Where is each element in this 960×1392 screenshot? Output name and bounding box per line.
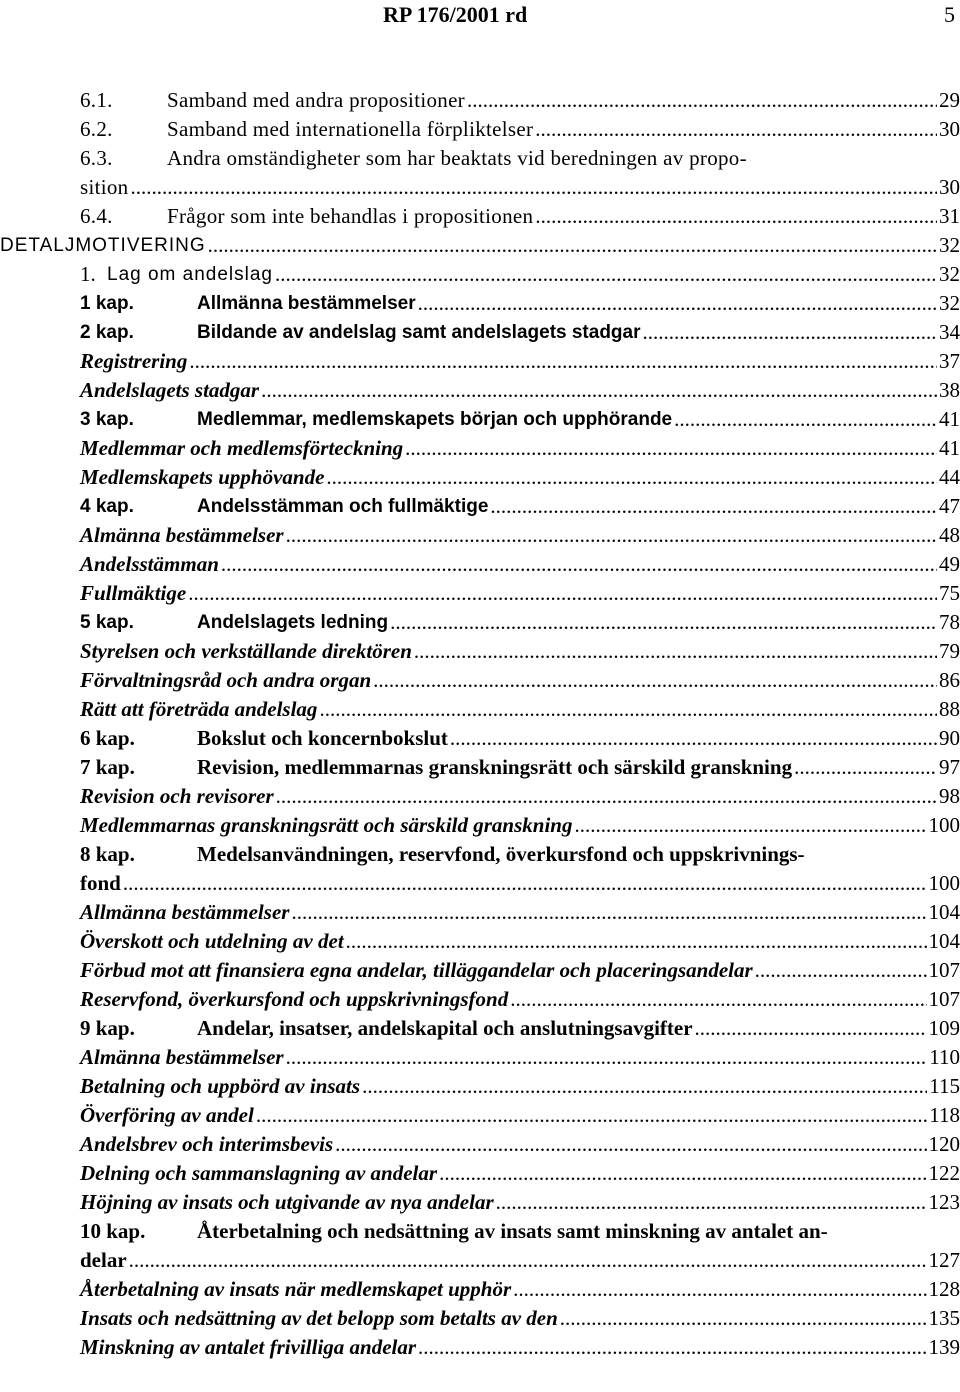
toc-entry <box>80 1217 960 1246</box>
toc-entry <box>80 463 960 492</box>
toc-entry <box>80 347 960 376</box>
toc-entry <box>80 289 960 318</box>
toc-entry-label: DETALJMOTIVERING <box>0 235 206 256</box>
toc-entry-number: 4 kap. <box>80 496 134 517</box>
toc-leader-dots <box>467 86 937 115</box>
toc-entry-page: 100 <box>928 871 960 895</box>
toc-entry-label: Frågor som inte behandlas i propositionen <box>167 204 534 228</box>
toc-entry-page: 100 <box>928 813 960 837</box>
toc-leader-dots <box>405 434 937 463</box>
toc-entry-page: 75 <box>939 581 960 605</box>
toc-leader-dots <box>450 724 937 753</box>
toc-leader-dots <box>362 1072 927 1101</box>
toc-leader-dots <box>208 231 937 260</box>
toc-entry-number: 6 kap. <box>80 726 135 750</box>
toc-leader-dots <box>286 521 937 550</box>
toc-leader-dots <box>326 463 937 492</box>
toc-entry-label: Reservfond, överkursfond och uppskrivningsfond <box>80 987 509 1011</box>
toc-entry <box>80 550 960 579</box>
toc-entry-page: 32 <box>939 233 960 257</box>
toc-entry <box>0 231 960 260</box>
toc-entry-label: Revision, medlemmarnas granskningsrätt och särskild granskning <box>197 755 793 779</box>
toc-entry-label: Allmänna bestämmelser <box>197 293 416 314</box>
toc-entry-label: Bokslut och koncernbokslut <box>197 726 448 750</box>
toc-entry-page: 110 <box>929 1045 960 1069</box>
toc-entry-label: Almänna bestämmelser <box>80 1045 284 1069</box>
toc-leader-dots <box>275 260 937 289</box>
toc-leader-dots <box>513 1275 926 1304</box>
toc-leader-dots <box>643 318 938 347</box>
toc-leader-dots <box>291 898 926 927</box>
toc-entry-label: Andelslagets stadgar <box>80 378 260 402</box>
toc-leader-dots <box>439 1159 926 1188</box>
toc-entry <box>80 86 960 115</box>
toc-entry <box>80 811 960 840</box>
toc-leader-dots <box>129 1246 927 1275</box>
toc-entry-page: 118 <box>929 1103 960 1127</box>
toc-entry-label: Minskning av antalet frivilliga andelar <box>80 1335 417 1359</box>
toc-entry <box>80 492 960 521</box>
toc-leader-dots <box>674 405 937 434</box>
toc-entry-page: 32 <box>939 262 960 286</box>
toc-entry <box>80 1188 960 1217</box>
toc-entry-label: Återbetalning och nedsättning av insats samt minskning av antalet an- <box>197 1219 828 1243</box>
toc-entry-page: 78 <box>939 610 960 634</box>
toc-entry-page: 88 <box>939 697 960 721</box>
toc-entry <box>80 956 960 985</box>
toc-leader-dots <box>130 173 937 202</box>
toc-entry <box>80 260 960 289</box>
toc-entry-label: Styrelsen och verkställande direktören <box>80 639 412 663</box>
toc-entry <box>80 1159 960 1188</box>
toc-entry-page: 47 <box>939 494 960 518</box>
toc-entry-label: Lag om andelslag <box>107 264 273 285</box>
page-number: 5 <box>944 2 955 27</box>
toc-entry-page: 109 <box>928 1016 960 1040</box>
toc-entry <box>80 1246 960 1275</box>
toc-entry <box>80 521 960 550</box>
toc-entry <box>80 434 960 463</box>
toc-entry-label: Andelsstämman <box>80 552 219 576</box>
toc-entry <box>80 666 960 695</box>
toc-entry-label: Andelsstämman och fullmäktige <box>197 496 489 517</box>
toc-entry-label: Överföring av andel <box>80 1103 254 1127</box>
toc-entry-page: 123 <box>928 1190 960 1214</box>
toc-leader-dots <box>755 956 927 985</box>
toc-entry-label: Överskott och utdelning av det <box>80 929 344 953</box>
toc-entry-label: Samband med internationella förpliktelser <box>167 117 534 141</box>
toc-entry-label: sition <box>80 175 129 199</box>
toc-leader-dots <box>286 1043 928 1072</box>
toc-entry-page: 86 <box>939 668 960 692</box>
toc-entry <box>80 376 960 405</box>
toc-entry <box>80 695 960 724</box>
toc-entry-label: Medlemmar och medlemsförteckning <box>80 436 404 460</box>
toc-leader-dots <box>123 869 927 898</box>
toc-entry-label: Almänna bestämmelser <box>80 523 284 547</box>
toc-entry-number: 2 kap. <box>80 322 134 343</box>
toc-leader-dots <box>221 550 937 579</box>
toc-entry-page: 139 <box>928 1335 960 1359</box>
toc-entry-label: Bildande av andelslag samt andelslagets stadgar <box>197 322 641 343</box>
toc-entry <box>80 144 960 173</box>
toc-entry-page: 30 <box>939 175 960 199</box>
toc-entry-label: Fullmäktige <box>80 581 187 605</box>
toc-entry-page: 48 <box>939 523 960 547</box>
toc-entry-label: Andelslagets ledning <box>197 612 389 633</box>
toc-entry-page: 98 <box>939 784 960 808</box>
toc-entry-page: 34 <box>939 320 960 344</box>
toc-entry-label: Samband med andra propositioner <box>167 88 465 112</box>
toc-entry <box>80 202 960 231</box>
toc-entry-label: Återbetalning av insats när medlemskapet upphör <box>80 1277 512 1301</box>
toc-entry-page: 44 <box>939 465 960 489</box>
table-of-contents <box>0 86 960 1362</box>
toc-entry <box>80 173 960 202</box>
toc-entry-page: 120 <box>928 1132 960 1156</box>
toc-entry <box>80 898 960 927</box>
toc-entry-number: 9 kap. <box>80 1016 135 1040</box>
toc-leader-dots <box>490 492 937 521</box>
toc-leader-dots <box>390 608 937 637</box>
toc-entry-label: Medlemmar, medlemskapets början och upphörande <box>197 409 673 430</box>
toc-leader-dots <box>256 1101 927 1130</box>
toc-leader-dots <box>560 1304 927 1333</box>
toc-entry-number: 10 kap. <box>80 1219 146 1243</box>
toc-entry <box>80 1101 960 1130</box>
toc-entry-label: Rätt att företräda andelslag <box>80 697 318 721</box>
toc-leader-dots <box>319 695 937 724</box>
toc-entry-label: Förvaltningsråd och andra organ <box>80 668 372 692</box>
toc-entry-number: 1. <box>80 262 96 286</box>
toc-entry-label: Betalning och uppbörd av insats <box>80 1074 361 1098</box>
toc-leader-dots <box>373 666 937 695</box>
toc-entry-label: Andra omständigheter som har beaktats vid beredningen av propo- <box>167 146 747 170</box>
toc-leader-dots <box>535 115 937 144</box>
toc-leader-dots <box>695 1014 927 1043</box>
toc-entry <box>80 1275 960 1304</box>
toc-leader-dots <box>189 347 937 376</box>
toc-entry-label: fond <box>80 871 121 895</box>
toc-entry-page: 97 <box>939 755 960 779</box>
toc-leader-dots <box>414 637 937 666</box>
toc-entry-label: Andelar, insatser, andelskapital och anslutningsavgifter <box>197 1016 693 1040</box>
page-header <box>0 0 960 30</box>
toc-entry-label: Förbud mot att finansiera egna andelar, tilläggandelar och placeringsandelar <box>80 958 753 982</box>
toc-entry <box>80 782 960 811</box>
toc-entry-page: 30 <box>939 117 960 141</box>
toc-leader-dots <box>276 782 937 811</box>
toc-entry-number: 6.1. <box>80 88 113 112</box>
toc-entry-label: Höjning av insats och utgivande av nya andelar <box>80 1190 494 1214</box>
toc-entry <box>80 985 960 1014</box>
document-title: RP 176/2001 rd <box>383 2 528 27</box>
toc-leader-dots <box>188 579 937 608</box>
toc-entry <box>80 1014 960 1043</box>
toc-entry <box>80 1043 960 1072</box>
toc-entry <box>80 405 960 434</box>
toc-entry-page: 49 <box>939 552 960 576</box>
toc-entry-number: 6.4. <box>80 204 113 228</box>
toc-entry <box>80 840 960 869</box>
toc-entry-page: 29 <box>939 88 960 112</box>
toc-entry-label: Delning och sammanslagning av andelar <box>80 1161 438 1185</box>
toc-leader-dots <box>574 811 926 840</box>
toc-entry <box>80 1304 960 1333</box>
toc-leader-dots <box>535 202 937 231</box>
toc-entry-page: 107 <box>928 958 960 982</box>
toc-entry-label: Revision och revisorer <box>80 784 274 808</box>
toc-entry-page: 127 <box>928 1248 960 1272</box>
toc-entry <box>80 724 960 753</box>
toc-entry <box>80 869 960 898</box>
toc-entry-label: Allmänna bestämmelser <box>80 900 290 924</box>
toc-entry-number: 5 kap. <box>80 612 134 633</box>
toc-leader-dots <box>346 927 927 956</box>
toc-leader-dots <box>510 985 926 1014</box>
toc-entry-number: 3 kap. <box>80 409 134 430</box>
toc-entry-page: 90 <box>939 726 960 750</box>
toc-entry-page: 107 <box>928 987 960 1011</box>
toc-entry-label: Registrering <box>80 349 188 373</box>
toc-leader-dots <box>261 376 937 405</box>
toc-entry-page: 104 <box>928 929 960 953</box>
toc-leader-dots <box>794 753 937 782</box>
toc-entry <box>80 115 960 144</box>
toc-entry-page: 31 <box>939 204 960 228</box>
toc-entry-number: 7 kap. <box>80 755 135 779</box>
toc-entry-label: Medlemmarnas granskningsrätt och särskild granskning <box>80 813 573 837</box>
toc-leader-dots <box>418 1333 926 1362</box>
toc-entry-label: Medlemskapets upphövande <box>80 465 325 489</box>
toc-entry-page: 79 <box>939 639 960 663</box>
toc-entry-page: 41 <box>939 436 960 460</box>
toc-entry-label: delar <box>80 1248 127 1272</box>
toc-entry-number: 8 kap. <box>80 842 135 866</box>
toc-entry <box>80 927 960 956</box>
toc-entry <box>80 1333 960 1362</box>
toc-entry <box>80 608 960 637</box>
toc-entry-page: 104 <box>928 900 960 924</box>
toc-entry-label: Medelsanvändningen, reservfond, överkursfond och uppskrivnings- <box>197 842 805 866</box>
toc-entry <box>80 579 960 608</box>
toc-entry-page: 38 <box>939 378 960 402</box>
toc-entry-number: 6.3. <box>80 146 113 170</box>
toc-entry-number: 1 kap. <box>80 293 134 314</box>
toc-entry <box>80 318 960 347</box>
toc-entry-label: Andelsbrev och interimsbevis <box>80 1132 334 1156</box>
toc-entry-page: 135 <box>928 1306 960 1330</box>
toc-leader-dots <box>335 1130 926 1159</box>
toc-entry-page: 128 <box>928 1277 960 1301</box>
toc-leader-dots <box>418 289 937 318</box>
toc-entry-page: 32 <box>939 291 960 315</box>
toc-entry-page: 122 <box>928 1161 960 1185</box>
toc-entry-page: 37 <box>939 349 960 373</box>
toc-entry-number: 6.2. <box>80 117 113 141</box>
toc-entry-page: 115 <box>929 1074 960 1098</box>
toc-entry <box>80 637 960 666</box>
toc-leader-dots <box>496 1188 927 1217</box>
toc-entry <box>80 753 960 782</box>
toc-entry <box>80 1072 960 1101</box>
toc-entry <box>80 1130 960 1159</box>
toc-entry-page: 41 <box>939 407 960 431</box>
toc-entry-label: Insats och nedsättning av det belopp som betalts av den <box>80 1306 558 1330</box>
